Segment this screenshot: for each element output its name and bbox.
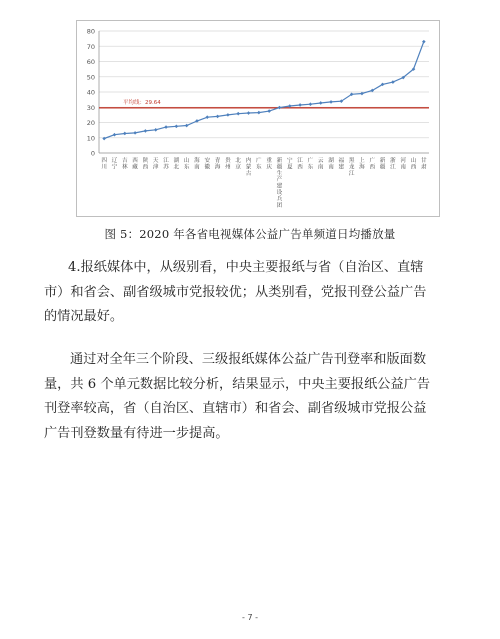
data-point (226, 113, 230, 117)
page-number: - 7 - (242, 613, 258, 622)
x-tick-label: 西藏 (132, 158, 138, 171)
data-point (216, 115, 220, 119)
chart-frame (76, 20, 440, 217)
data-point (278, 106, 282, 110)
y-tick-label: 70 (86, 42, 95, 51)
y-tick-label: 10 (86, 134, 95, 143)
y-tick-label: 50 (86, 73, 95, 82)
x-tick-label: 贵州 (225, 158, 231, 171)
series-line (104, 42, 424, 139)
y-tick-label: 20 (86, 119, 95, 127)
line-chart (77, 21, 439, 216)
x-tick-label: 安徽 (204, 158, 211, 171)
paragraph-line: 的情况最好。 (44, 309, 124, 324)
paragraph-line: 市）和省会、副省级城市党报较优；从类别看，党报刊登公益广告 (44, 284, 427, 300)
data-point (123, 132, 127, 136)
paragraph-line: 4.报纸媒体中，从级别看，中央主要报纸与省（自治区、直辖 (68, 260, 424, 275)
data-point (422, 40, 426, 44)
paragraph-line: 量，共 6 个单元数据比较分析，结果显示，中央主要报纸公益广告 (44, 376, 431, 392)
x-tick-label: 内蒙古 (245, 158, 252, 177)
x-tick-label: 重庆 (266, 158, 272, 171)
y-tick-label: 0 (90, 149, 95, 158)
data-point (144, 129, 148, 133)
x-tick-label: 新疆 (379, 158, 386, 171)
data-point (267, 109, 271, 113)
x-tick-label: 广西 (369, 158, 376, 171)
paragraph-line: 通过对全年三个阶段、三级报纸媒体公益广告刊登率和版面数 (70, 352, 427, 367)
x-tick-label: 黑龙江 (348, 158, 355, 177)
paragraph-2 (44, 348, 460, 446)
data-point (257, 111, 261, 115)
y-tick-label: 40 (86, 88, 95, 97)
x-tick-label: 山西 (410, 158, 417, 171)
x-tick-label: 宁夏 (286, 158, 293, 171)
x-tick-label: 北京 (235, 158, 242, 171)
data-point (113, 133, 117, 137)
x-tick-label: 湖南 (328, 158, 334, 171)
x-tick-label: 湖北 (173, 158, 180, 171)
data-point (185, 124, 189, 128)
x-tick-label: 江西 (297, 158, 303, 171)
paragraph-line: 广告刊登数量有待进一步提高。 (44, 425, 229, 441)
x-tick-label: 河南 (400, 158, 407, 171)
x-tick-label: 广东 (256, 158, 262, 171)
x-tick-label: 山东 (183, 158, 190, 171)
x-tick-label: 青海 (214, 158, 221, 171)
data-point (154, 128, 158, 132)
x-tick-label: 海南 (194, 158, 200, 171)
average-line-label: 平均线：29.64 (123, 99, 161, 106)
x-tick-label: 新疆生产建设兵团 (276, 158, 283, 209)
data-point (329, 100, 333, 104)
data-point (391, 80, 395, 84)
paragraph-1 (44, 256, 460, 330)
data-point (298, 103, 302, 107)
data-point (205, 115, 209, 119)
x-tick-label: 云南 (317, 158, 324, 171)
x-tick-label: 甘肃 (421, 158, 427, 171)
x-tick-label: 吉林 (121, 158, 128, 171)
x-tick-label: 江苏 (163, 158, 169, 171)
data-point (319, 101, 323, 105)
data-point (102, 137, 106, 141)
paragraph-line: 刊登率较高，省（自治区、直辖市）和省会、副省级城市党报公益 (44, 401, 427, 416)
x-tick-label: 广东 (307, 158, 314, 171)
data-point (236, 112, 240, 116)
x-tick-label: 陕西 (142, 158, 149, 171)
x-tick-label: 辽宁 (111, 158, 118, 171)
data-point (133, 131, 137, 135)
figure-caption: 图 5：2020 年各省电视媒体公益广告单频道日均播放量 (104, 227, 396, 241)
x-tick-label: 福建 (338, 158, 345, 171)
y-tick-label: 60 (86, 58, 95, 66)
x-tick-label: 四川 (101, 158, 107, 171)
y-tick-label: 80 (86, 27, 95, 36)
data-point (309, 102, 313, 106)
x-tick-label: 上海 (359, 158, 365, 171)
data-point (247, 111, 251, 115)
data-point (175, 125, 179, 129)
x-tick-label: 天津 (152, 158, 159, 171)
data-point (164, 125, 168, 129)
x-tick-label: 浙江 (390, 158, 396, 171)
y-tick-label: 30 (86, 103, 95, 112)
